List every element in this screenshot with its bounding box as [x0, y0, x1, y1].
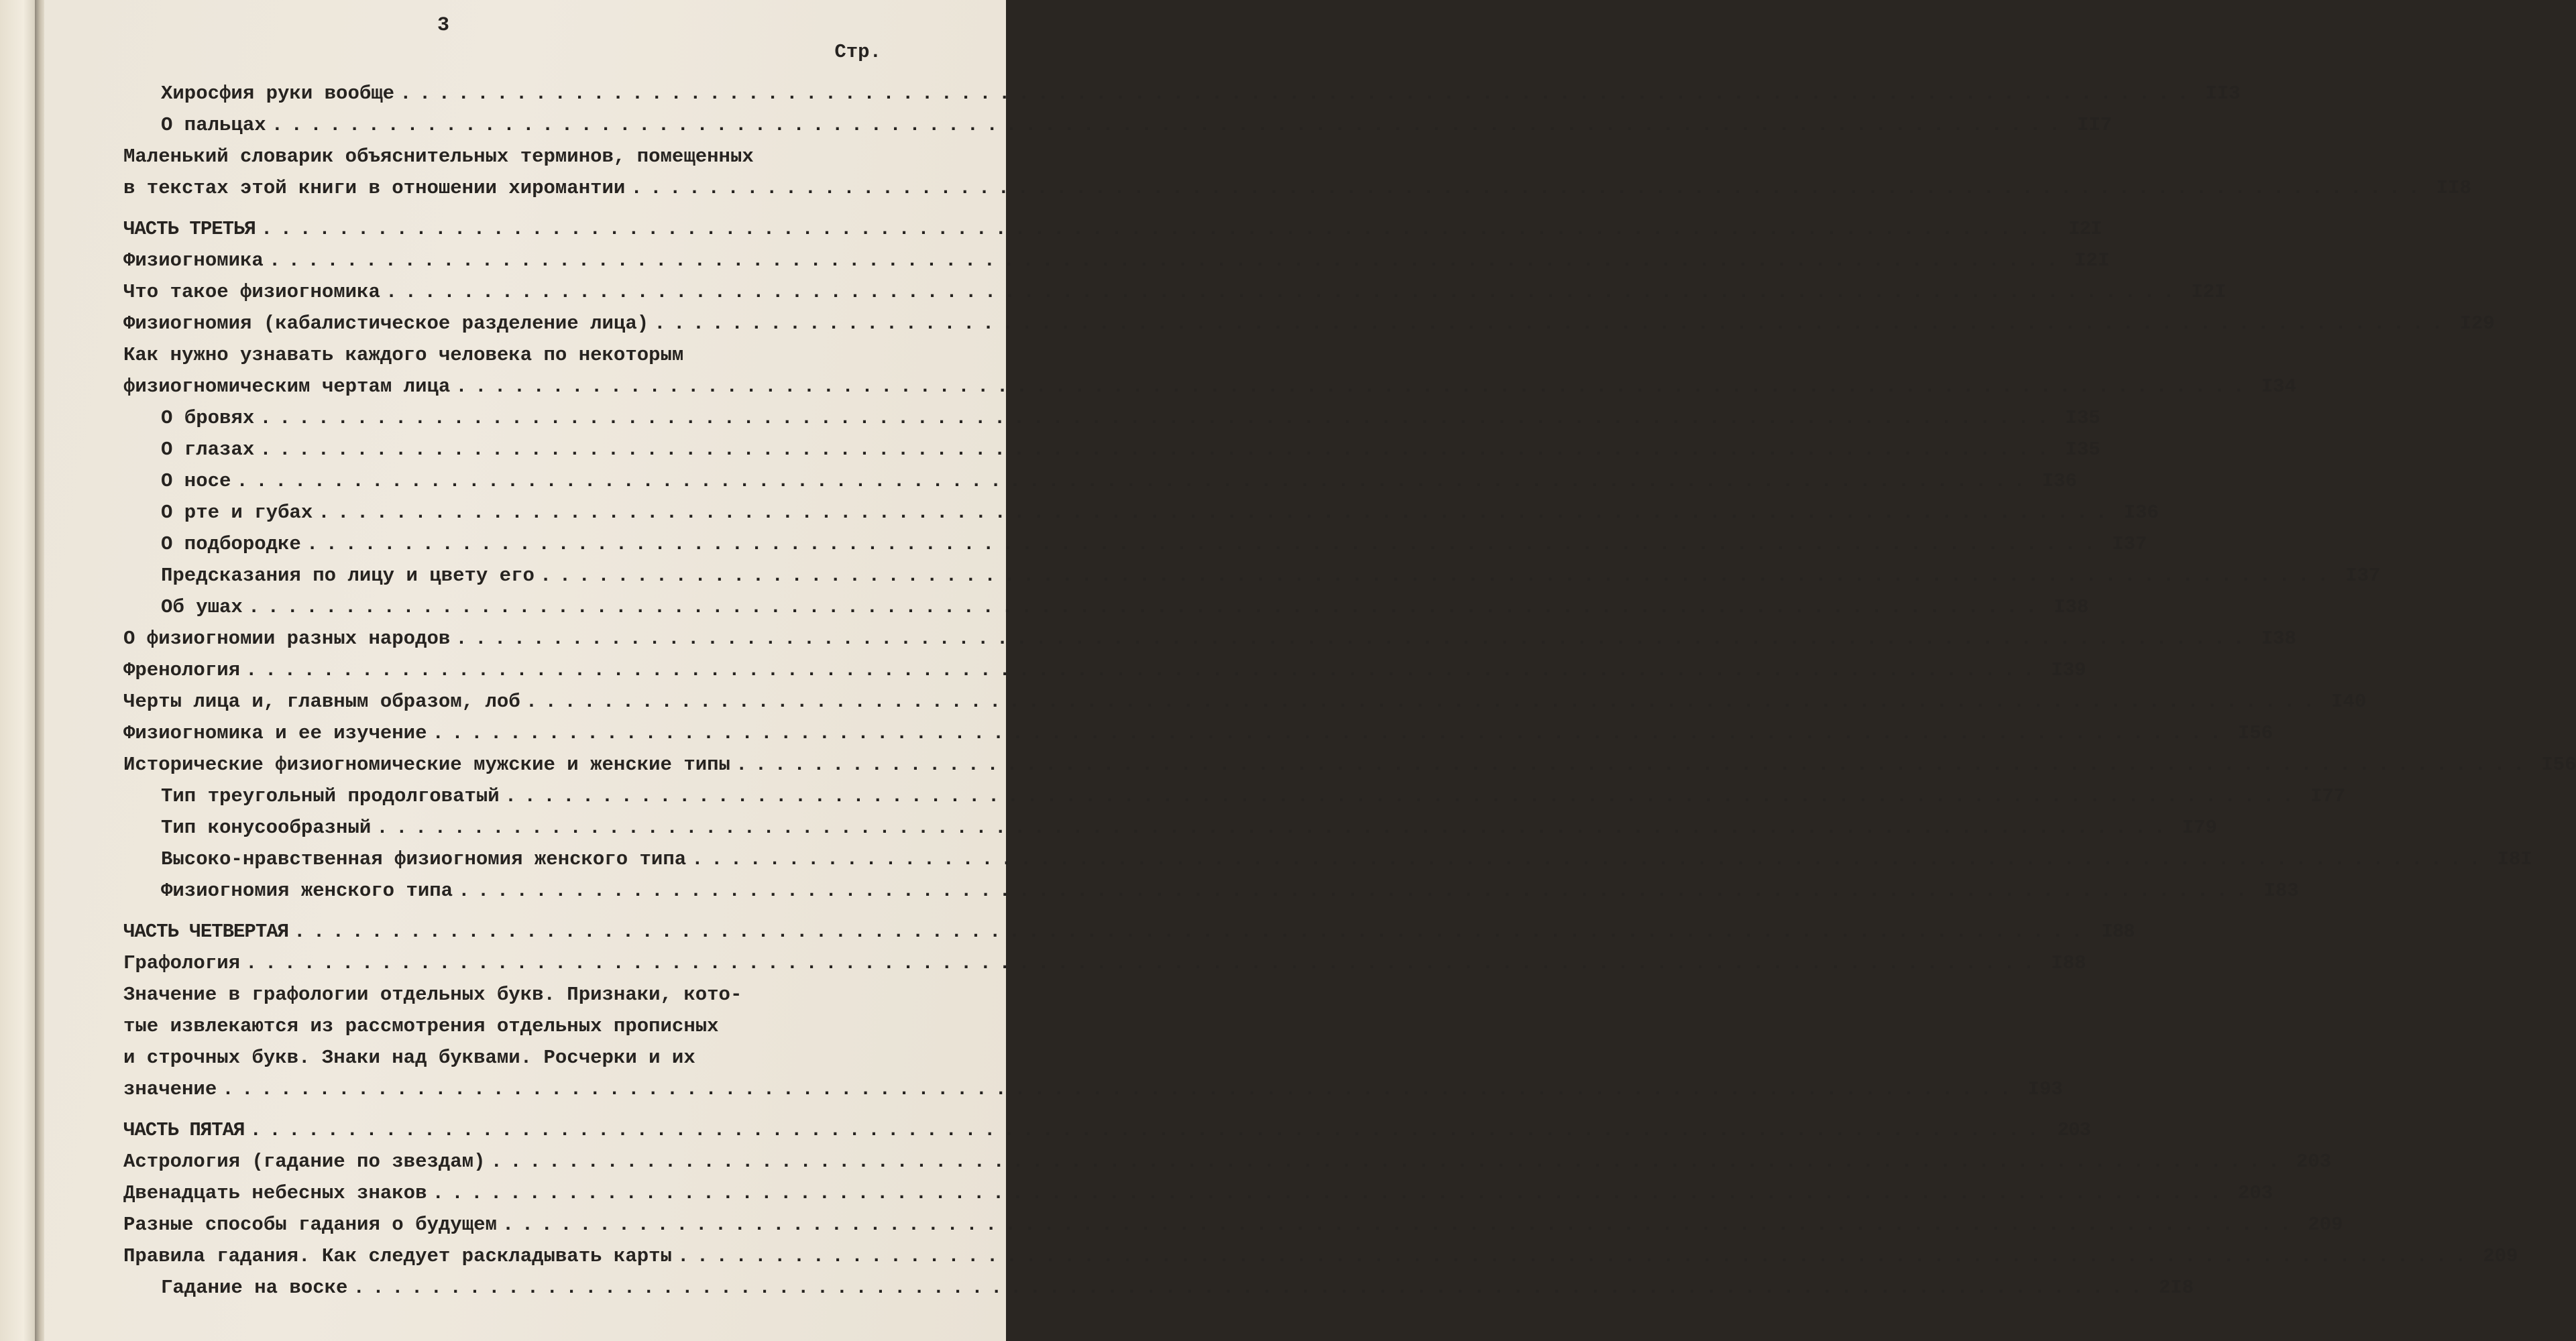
toc-entry: [123, 591, 2089, 623]
toc-entry-title: Френология: [123, 659, 241, 681]
toc-entry-title: О бровях: [161, 407, 255, 429]
toc-entry: [123, 875, 2299, 907]
toc-entry-line: [123, 371, 2296, 402]
toc-entry-line: [123, 172, 2471, 204]
toc-entry-page: I34: [2261, 375, 2296, 398]
toc-entry-page: I38: [2054, 596, 2089, 618]
toc-entry-line: [123, 245, 2110, 276]
toc-entry-title: ЧАСТЬ ТРЕТЬЯ: [123, 218, 256, 240]
toc-entry-line: [123, 812, 2217, 843]
toc-entry-page: I79: [2182, 817, 2217, 839]
toc-entry-page: I38: [2261, 628, 2296, 650]
toc-entry-title: Черты лица и, главным образом, лоб: [123, 691, 520, 713]
toc-entry-title: О физиогномии разных народов: [123, 628, 451, 650]
toc-entry-title: Маленький словарик объяснительных терминов, помещенных: [123, 145, 754, 168]
dot-leader: [654, 308, 2441, 339]
previous-page-edge: [0, 0, 39, 1341]
toc-entry-title: тые извлекаются из рассмотрения отдельных прописных: [123, 1015, 719, 1037]
toc-entry-line: [123, 717, 2274, 749]
dot-leader: [318, 497, 2105, 528]
toc-entry: [123, 1209, 2343, 1240]
toc-entry-page: I2I: [2068, 218, 2102, 240]
toc-entry-page: I39: [2051, 659, 2086, 681]
toc-entry-title: Значение в графологии отдельных букв. Признаки, кото-: [123, 984, 742, 1006]
toc-entry-line: [123, 749, 2576, 780]
toc-entry-title: Астрология (гадание по звездам): [123, 1151, 486, 1173]
dot-leader: [386, 276, 2173, 308]
toc-entry-page: 203: [2237, 1182, 2274, 1204]
toc-entry-title: ЧАСТЬ ЧЕТВЕРТАЯ: [123, 921, 289, 943]
toc-entry-line: [123, 875, 2299, 907]
toc-entry-line: [123, 560, 2381, 591]
dot-leader: [400, 78, 2187, 109]
page-column-header: Стр.: [834, 41, 881, 63]
dot-leader: [222, 1073, 2009, 1105]
toc-entry-line: [123, 1146, 2332, 1177]
toc-entry: [123, 1240, 2518, 1272]
toc-entry-title: значение: [123, 1078, 217, 1100]
toc-entry-page: II7: [2076, 114, 2113, 136]
toc-entry-title: Высоко-нравственная физиогномия женского типа: [161, 848, 687, 870]
toc-entry-page: I2I: [2191, 281, 2227, 303]
toc-entry-page: I77: [2310, 785, 2346, 807]
toc-entry-page: I8I: [2497, 848, 2532, 870]
toc-part-heading: [123, 213, 2102, 245]
dot-leader: [272, 109, 2059, 141]
toc-entry: [123, 654, 2086, 686]
toc-entry-page: I40: [2331, 691, 2367, 713]
dot-leader: [260, 434, 2047, 465]
dot-leader: [260, 402, 2047, 434]
toc-entry-line: [123, 1042, 880, 1073]
toc-entry-title: ЧАСТЬ ПЯТАЯ: [123, 1119, 245, 1141]
toc-entry-line: [123, 780, 2346, 812]
toc-entry-line: [123, 843, 2532, 875]
dot-leader: [269, 245, 2056, 276]
toc-entry: [123, 497, 2159, 528]
dot-leader: [677, 1240, 2465, 1272]
dot-leader: [736, 749, 2523, 780]
dot-leader: [455, 623, 2243, 654]
toc-entry-line: [123, 686, 2367, 717]
toc-entry: [123, 812, 2217, 843]
toc-entry-title: в текстах этой книги в отношении хиромантии: [123, 177, 626, 199]
toc-entry-line: [123, 78, 2241, 109]
toc-entry-title: Предсказания по лицу и цвету его: [161, 565, 535, 587]
toc-entry: [123, 749, 2576, 780]
dot-leader: [691, 843, 2479, 875]
toc-entry: [123, 465, 2077, 497]
toc-entry-line: [123, 916, 2135, 947]
toc-entry-line: [123, 276, 2227, 308]
toc-entry-page: I56: [2541, 754, 2576, 776]
toc-entry-line: [123, 1073, 2063, 1105]
toc-entry-page: I88: [2051, 952, 2086, 974]
dot-leader: [630, 172, 2418, 204]
toc-entry: [123, 528, 2147, 560]
toc-entry-line: [123, 213, 2102, 245]
toc-entry-page: I83: [2263, 880, 2299, 902]
dot-leader: [376, 812, 2164, 843]
toc-entry-title: Физиогномия (кабалистическое разделение лица): [123, 312, 649, 335]
dot-leader: [248, 591, 2035, 623]
toc-entry: [123, 686, 2367, 717]
toc-entry-page: I35: [2065, 439, 2101, 461]
toc-entry-page: I36: [2123, 502, 2159, 524]
toc-entry-page: I88: [2101, 921, 2135, 943]
dot-leader: [432, 717, 2219, 749]
toc-entry-line: [123, 528, 2147, 560]
toc-entry-page: I37: [2112, 533, 2147, 555]
dot-leader: [491, 1146, 2278, 1177]
toc-entry-title: Исторические физиогномические мужские и женские типы: [123, 754, 730, 776]
dot-leader: [455, 371, 2243, 402]
toc-entry-page: 209: [2483, 1245, 2518, 1267]
toc-entry-line: [123, 1209, 2343, 1240]
toc-entry: [123, 276, 2227, 308]
dot-leader: [294, 916, 2081, 947]
toc-entry: [123, 843, 2532, 875]
toc-entry-line: [123, 1240, 2518, 1272]
toc-entry-line: [123, 434, 2101, 465]
toc-entry-title: О рте и губах: [161, 502, 313, 524]
toc-entry: [123, 78, 2241, 109]
toc-entry-line: [123, 979, 880, 1010]
toc-entry-title: О пальцах: [161, 114, 266, 136]
toc-entry-title: Двенадцать небесных знаков: [123, 1182, 427, 1204]
toc-entry-title: Физиогномия женского типа: [161, 880, 453, 902]
toc-entry: [123, 402, 2101, 434]
toc-entry: [123, 141, 2471, 204]
toc-entry-page: I93: [2027, 1078, 2063, 1100]
toc-entry: [123, 623, 2296, 654]
toc-entry-title: Об ушах: [161, 596, 243, 618]
toc-entry-line: [123, 1114, 2090, 1146]
toc-entry: [123, 434, 2101, 465]
toc-entry-line: [123, 308, 2495, 339]
toc-entry-page: I29: [2459, 312, 2495, 335]
toc-entry: [123, 717, 2274, 749]
toc-entry-line: [123, 465, 2077, 497]
toc-entry-title: Разные способы гадания о будущем: [123, 1214, 497, 1236]
toc-entry-line: [123, 109, 2113, 141]
book-page: [44, 0, 2576, 1341]
toc-entry-line: [123, 947, 2086, 979]
toc-entry-title: Как нужно узнавать каждого человека по некоторым: [123, 344, 684, 366]
dot-leader: [505, 780, 2292, 812]
toc-entry-title: физиогномическим чертам лица: [123, 375, 451, 398]
toc-entry-title: Тип треугольный продолговатый: [161, 785, 500, 807]
toc-entry-line: [123, 402, 2101, 434]
toc-entry: [123, 109, 2113, 141]
toc-entry-line: [123, 623, 2296, 654]
toc-entry-title: Правила гадания. Как следует раскладывать карты: [123, 1245, 672, 1267]
toc-entry-page: I37: [2345, 565, 2381, 587]
toc-entry-title: Тип конусообразный: [161, 817, 372, 839]
toc-entry-page: I36: [2041, 470, 2077, 492]
toc-entry: [123, 560, 2381, 591]
toc-entry: [123, 339, 2296, 402]
toc-part-heading: [123, 1114, 2090, 1146]
dot-leader: [245, 654, 2033, 686]
dot-leader: [353, 1272, 2140, 1303]
toc-entry: [123, 780, 2346, 812]
toc-entry-line: [123, 141, 880, 172]
toc-entry-line: [123, 591, 2089, 623]
toc-entry-page: 2I8: [2158, 1277, 2194, 1299]
toc-entry-page: 209: [2308, 1214, 2343, 1236]
toc-entry-page: 203: [2296, 1151, 2332, 1173]
toc-entry-line: [123, 1010, 880, 1042]
toc-entry-title: О подбородке: [161, 533, 301, 555]
toc-entry-title: О глазах: [161, 439, 255, 461]
toc-entry: [123, 308, 2495, 339]
table-of-contents: [123, 78, 2576, 1303]
dot-leader: [261, 213, 2048, 245]
dot-leader: [540, 560, 2327, 591]
page-number: 3: [437, 14, 449, 37]
toc-entry-line: [123, 654, 2086, 686]
toc-entry-line: [123, 497, 2159, 528]
dot-leader: [502, 1209, 2290, 1240]
toc-entry-line: [123, 1272, 2194, 1303]
toc-entry-title: О носе: [161, 470, 231, 492]
toc-entry-page: I56: [2237, 722, 2274, 744]
toc-entry-line: [123, 339, 880, 371]
toc-entry-title: и строчных букв. Знаки над буквами. Росчерки и их: [123, 1047, 695, 1069]
toc-entry: [123, 1146, 2332, 1177]
toc-entry-line: [123, 1177, 2274, 1209]
dot-leader: [526, 686, 2313, 717]
toc-entry: [123, 1177, 2274, 1209]
toc-entry-page: 203: [2057, 1119, 2090, 1141]
toc-part-heading: [123, 916, 2135, 947]
toc-entry: [123, 245, 2110, 276]
toc-entry-page: II3: [2205, 82, 2241, 105]
toc-entry: [123, 947, 2086, 979]
toc-entry: [123, 1272, 2194, 1303]
toc-entry-page: I2I: [2074, 249, 2110, 272]
toc-entry-title: Что такое физиогномика: [123, 281, 380, 303]
dot-leader: [306, 528, 2094, 560]
dot-leader: [432, 1177, 2219, 1209]
toc-entry: [123, 979, 2063, 1105]
dot-leader: [245, 947, 2033, 979]
toc-entry-title: Гадание на воске: [161, 1277, 348, 1299]
dot-leader: [458, 875, 2245, 907]
toc-entry-title: Графология: [123, 952, 241, 974]
toc-entry-title: Физиогномика и ее изучение: [123, 722, 427, 744]
dot-leader: [249, 1114, 2037, 1146]
toc-entry-title: Физиогномика: [123, 249, 264, 272]
toc-entry-page: I35: [2065, 407, 2101, 429]
toc-entry-page: II8: [2436, 177, 2471, 199]
dot-leader: [236, 465, 2023, 497]
toc-entry-title: Хиросфия руки вообще: [161, 82, 395, 105]
